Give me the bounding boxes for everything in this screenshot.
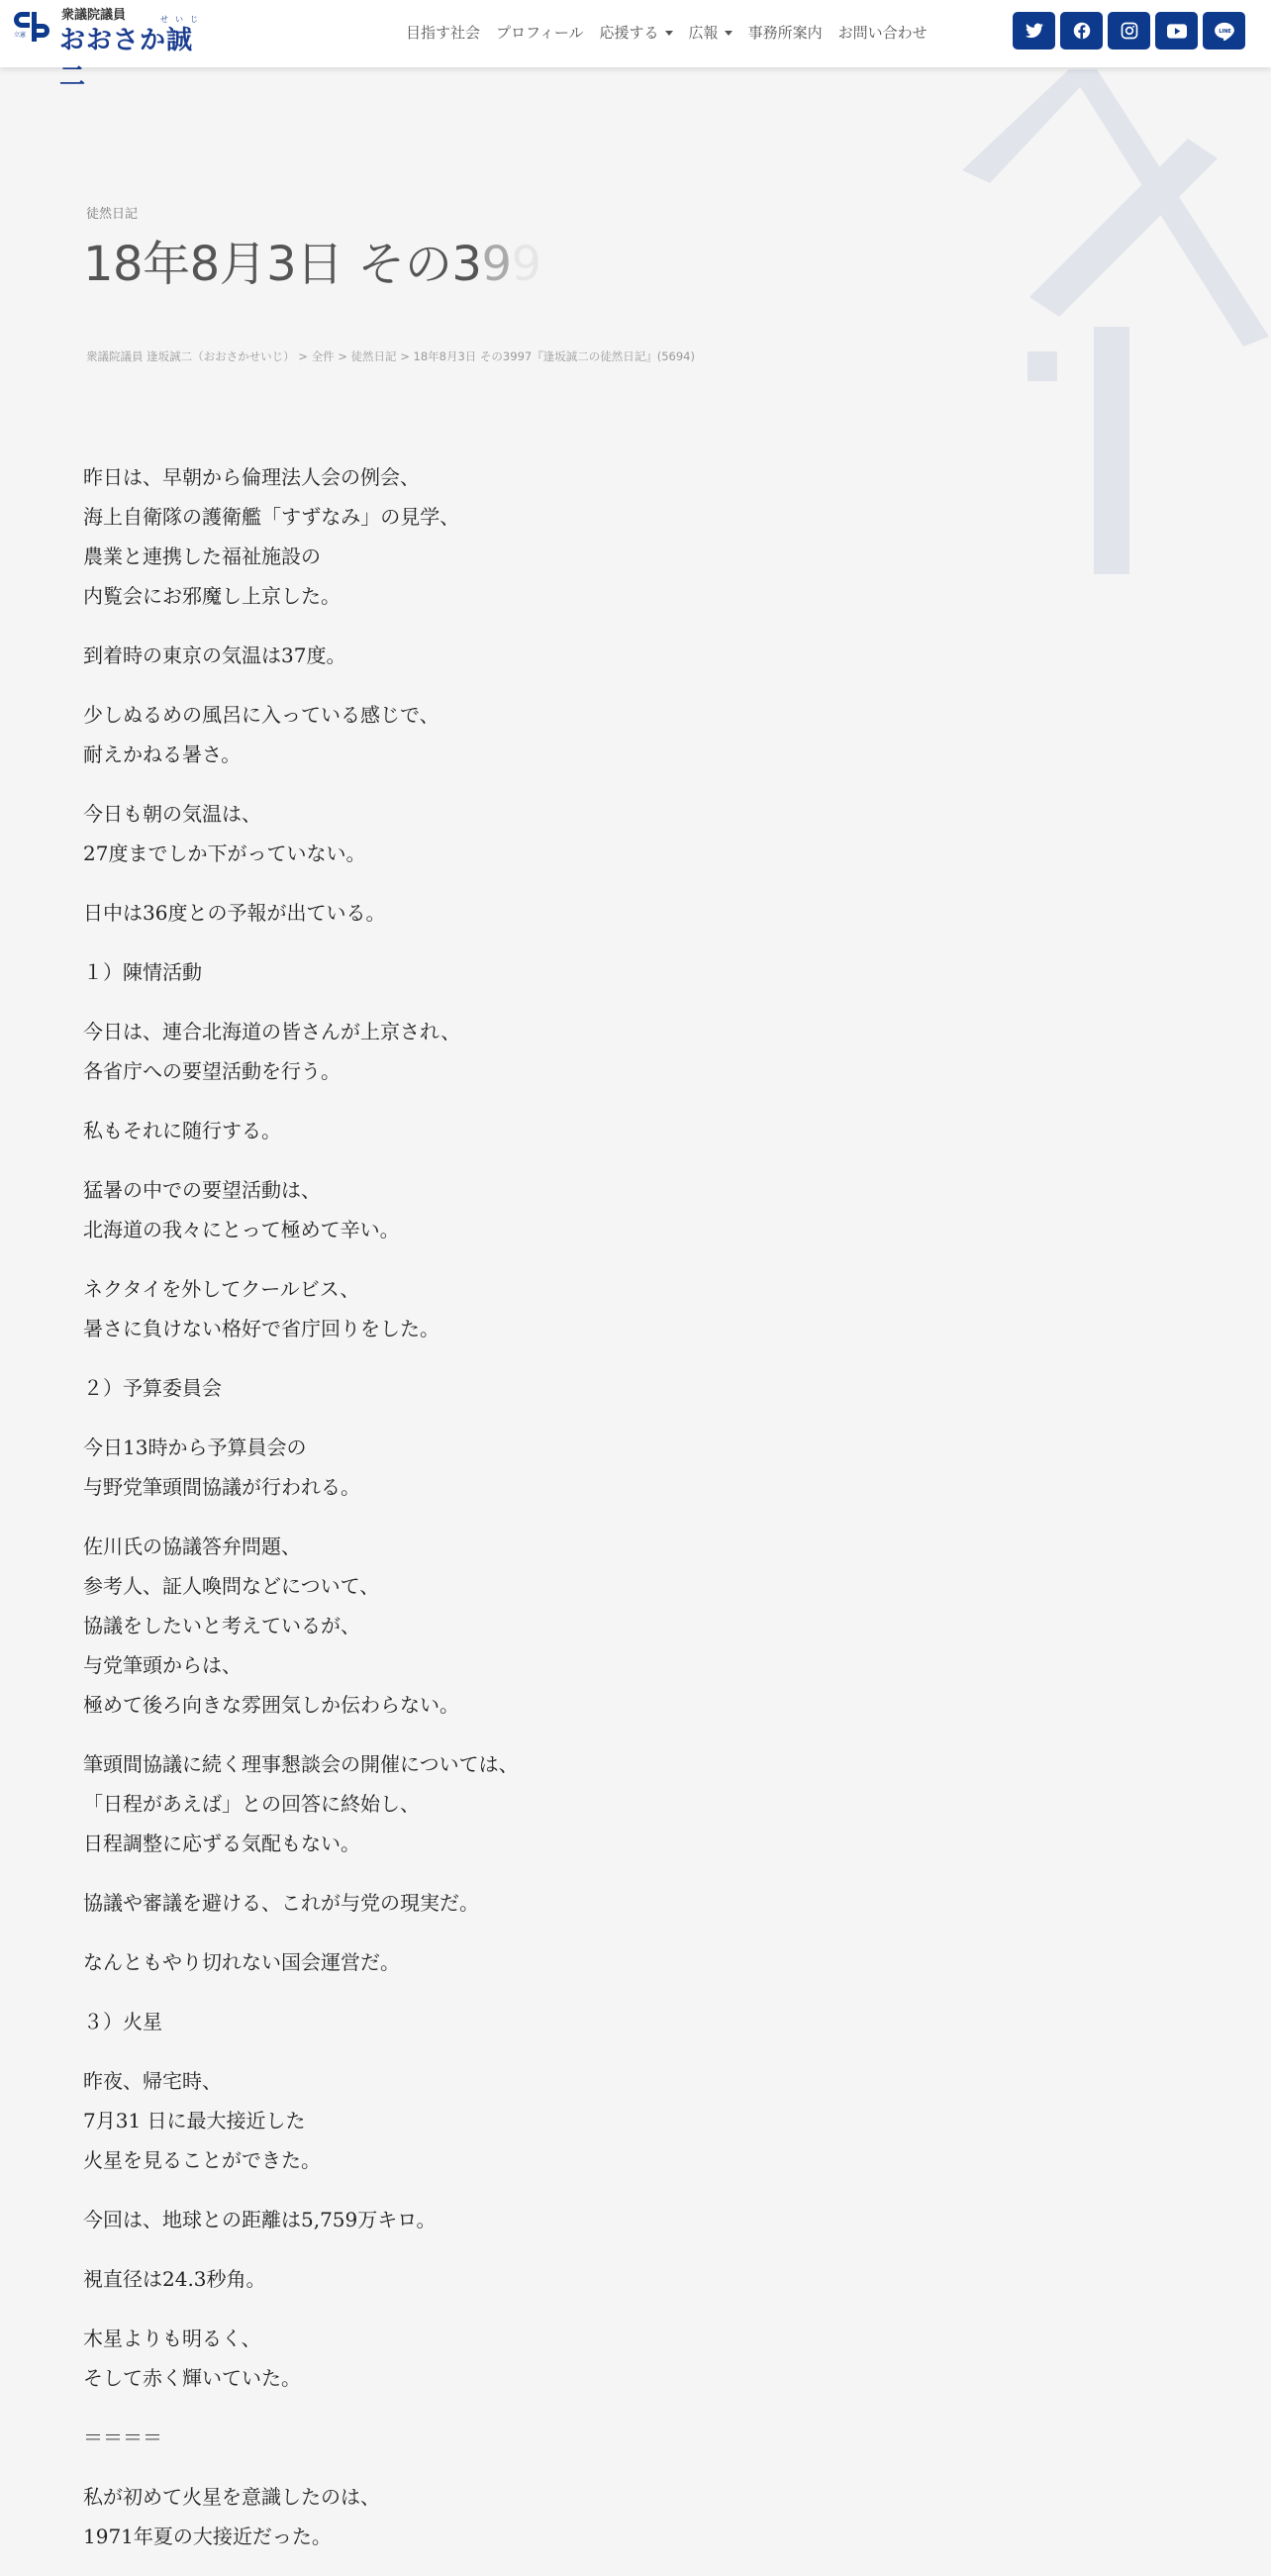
paragraph-line: 火星を見ることができた。 <box>83 2148 321 2172</box>
paragraph-line: 佐川氏の協議答弁問題、 <box>83 1535 301 1558</box>
post-paragraph <box>83 2002 974 2041</box>
paragraph-line: 与党筆頭からは、 <box>83 1653 242 1677</box>
post-category[interactable]: 徒然日記 <box>86 207 139 222</box>
nav-item-contact[interactable] <box>838 22 928 43</box>
nav-item-label: 応援する <box>599 24 659 42</box>
post-paragraph <box>83 1883 974 1923</box>
paragraph-line: 1971年夏の大接近だった。 <box>83 2525 332 2548</box>
chevron-down-icon <box>725 31 733 36</box>
paragraph-line: 27度までしか下がっていない。 <box>83 842 366 865</box>
post-paragraph <box>83 794 974 873</box>
paragraph-line: 今回は、地球との距離は5,759万キロ。 <box>83 2208 437 2231</box>
breadcrumb-separator: > <box>294 349 312 363</box>
nav-item-vision[interactable] <box>406 22 480 43</box>
paragraph-line: 視直径は24.3秒角。 <box>83 2267 266 2291</box>
paragraph-line: 日程調整に応ずる気配もない。 <box>83 1832 360 1855</box>
post-paragraph <box>83 2418 974 2457</box>
cdp-logo-icon <box>12 6 51 46</box>
paragraph-line: 昨日は、早朝から倫理法人会の例会、 <box>83 465 420 489</box>
paragraph-line: １）陳情活動 <box>83 960 202 984</box>
post-paragraph <box>83 1111 974 1150</box>
logo-name: おおさか誠二 <box>59 26 194 92</box>
youtube-icon <box>1167 24 1187 39</box>
nav-item-profile[interactable] <box>496 22 584 43</box>
logo-subtitle: 衆議院議員 <box>61 8 127 23</box>
post-paragraph <box>83 1942 974 1982</box>
post-content <box>83 457 974 2576</box>
paragraph-line: 少しぬるめの風呂に入っている感じで、 <box>83 703 440 727</box>
site-logo[interactable] <box>12 4 210 92</box>
nav-item-label: お問い合わせ <box>837 24 928 42</box>
paragraph-line: ３）火星 <box>83 2010 162 2033</box>
paragraph-line: 各省庁への要望活動を行う。 <box>83 1059 341 1083</box>
post-paragraph <box>83 2259 974 2299</box>
line-icon <box>1215 22 1234 41</box>
paragraph-line: 今日13時から予算員会の <box>83 1436 307 1459</box>
post-paragraph <box>83 2200 974 2239</box>
post-paragraph <box>83 636 974 675</box>
paragraph-line: 私が初めて火星を意識したのは、 <box>83 2485 380 2509</box>
facebook-icon <box>1073 22 1091 40</box>
paragraph-line: 協議をしたいと考えているが、 <box>83 1614 360 1637</box>
line-button[interactable] <box>1203 12 1245 50</box>
paragraph-line: そして赤く輝いていた。 <box>83 2366 301 2390</box>
paragraph-line: 協議や審議を避ける、これが与党の現実だ。 <box>83 1891 479 1915</box>
paragraph-line: 今日も朝の気温は、 <box>83 802 261 826</box>
breadcrumb-category[interactable]: 徒然日記 <box>350 349 397 363</box>
post-paragraph <box>83 952 974 992</box>
post-paragraph <box>83 893 974 933</box>
youtube-button[interactable] <box>1155 12 1198 50</box>
paragraph-line: ネクタイを外してクールビス、 <box>83 1277 360 1301</box>
main-nav <box>406 22 943 43</box>
paragraph-line: 猛暑の中での要望活動は、 <box>83 1178 321 1202</box>
nav-item-office[interactable] <box>748 22 823 43</box>
paragraph-line: 極めて後ろ向きな雰囲気しか伝わらない。 <box>83 1693 459 1717</box>
svg-text:LINE: LINE <box>1218 28 1231 35</box>
post-paragraph <box>83 2319 974 2398</box>
instagram-button[interactable] <box>1108 12 1150 50</box>
breadcrumb <box>86 348 695 364</box>
paragraph-line: 到着時の東京の気温は37度。 <box>83 644 346 667</box>
instagram-icon <box>1121 22 1138 40</box>
paragraph-line: 「日程があえば」との回答に終始し、 <box>83 1792 420 1816</box>
twitter-icon <box>1026 23 1043 39</box>
paragraph-line: 北海道の我々にとって極めて辛い。 <box>83 1218 400 1241</box>
paragraph-line: 耐えかねる暑さ。 <box>83 743 242 766</box>
paragraph-line: 海上自衛隊の護衛艦「すずなみ」の見学、 <box>83 505 460 529</box>
paragraph-line: 私もそれに随行する。 <box>83 1119 281 1142</box>
paragraph-line: 昨夜、帰宅時、 <box>83 2069 222 2093</box>
paragraph-line: 与野党筆頭間協議が行われる。 <box>83 1475 360 1499</box>
paragraph-line: 農業と連携した福祉施設の <box>83 545 321 568</box>
post-paragraph <box>83 695 974 774</box>
social-links <box>1013 12 1250 50</box>
paragraph-line: 今日は、連合北海道の皆さんが上京され、 <box>83 1020 461 1043</box>
post-paragraph <box>83 2477 974 2556</box>
breadcrumb-home[interactable]: 衆議院議員 逢坂誠二（おおさかせいじ） <box>86 349 295 363</box>
post-paragraph <box>83 2061 974 2180</box>
paragraph-line: ＝＝＝＝ <box>83 2426 162 2449</box>
paragraph-line: 日中は36度との予報が出ている。 <box>83 901 386 925</box>
paragraph-line: 7月31 日に最大接近した <box>83 2109 306 2132</box>
title-text-fade: 9 <box>481 237 512 292</box>
paragraph-line: なんともやり切れない国会運営だ。 <box>83 1950 400 1974</box>
post-paragraph <box>83 1368 974 1408</box>
breadcrumb-separator: > <box>334 349 351 363</box>
title-text-fade: 9 <box>511 237 541 292</box>
post-paragraph <box>83 1744 974 1863</box>
post-paragraph <box>83 457 974 616</box>
breadcrumb-separator: > <box>396 349 414 363</box>
paragraph-line: 内覧会にお邪魔し上京した。 <box>83 584 341 608</box>
watermark-graphic <box>950 59 1271 594</box>
breadcrumb-current: 18年8月3日 その3997『逢坂誠二の徒然日記』(5694) <box>413 349 695 363</box>
page-title <box>83 226 541 294</box>
post-paragraph <box>83 1170 974 1249</box>
facebook-button[interactable] <box>1060 12 1103 50</box>
paragraph-line: 暑さに負けない格好で省庁回りをした。 <box>83 1317 440 1340</box>
logo-ruby: せいじ <box>160 15 205 24</box>
paragraph-line: 参考人、証人喚問などについて、 <box>83 1574 380 1598</box>
post-paragraph <box>83 1428 974 1507</box>
nav-item-label: プロフィール <box>496 24 584 42</box>
paragraph-line: 筆頭間協議に続く理事懇談会の開催については、 <box>83 1752 519 1776</box>
chevron-down-icon <box>665 31 673 36</box>
paragraph-line: 木星よりも明るく、 <box>83 2327 261 2350</box>
nav-item-support[interactable] <box>600 22 673 43</box>
post-paragraph <box>83 1012 974 1091</box>
svg-text:立憲: 立憲 <box>14 32 27 39</box>
nav-item-label: 目指す社会 <box>406 24 481 42</box>
twitter-button[interactable] <box>1013 12 1055 50</box>
nav-item-pr[interactable] <box>689 22 733 43</box>
site-header <box>0 0 1271 92</box>
breadcrumb-all[interactable]: 全件 <box>311 349 335 363</box>
nav-item-label: 広報 <box>688 24 719 42</box>
post-paragraph <box>83 1269 974 1348</box>
nav-item-label: 事務所案内 <box>747 24 823 42</box>
paragraph-line: ２）予算委員会 <box>83 1376 222 1400</box>
post-paragraph <box>83 1527 974 1725</box>
title-text: 18年8月3日 その3 <box>83 237 482 292</box>
